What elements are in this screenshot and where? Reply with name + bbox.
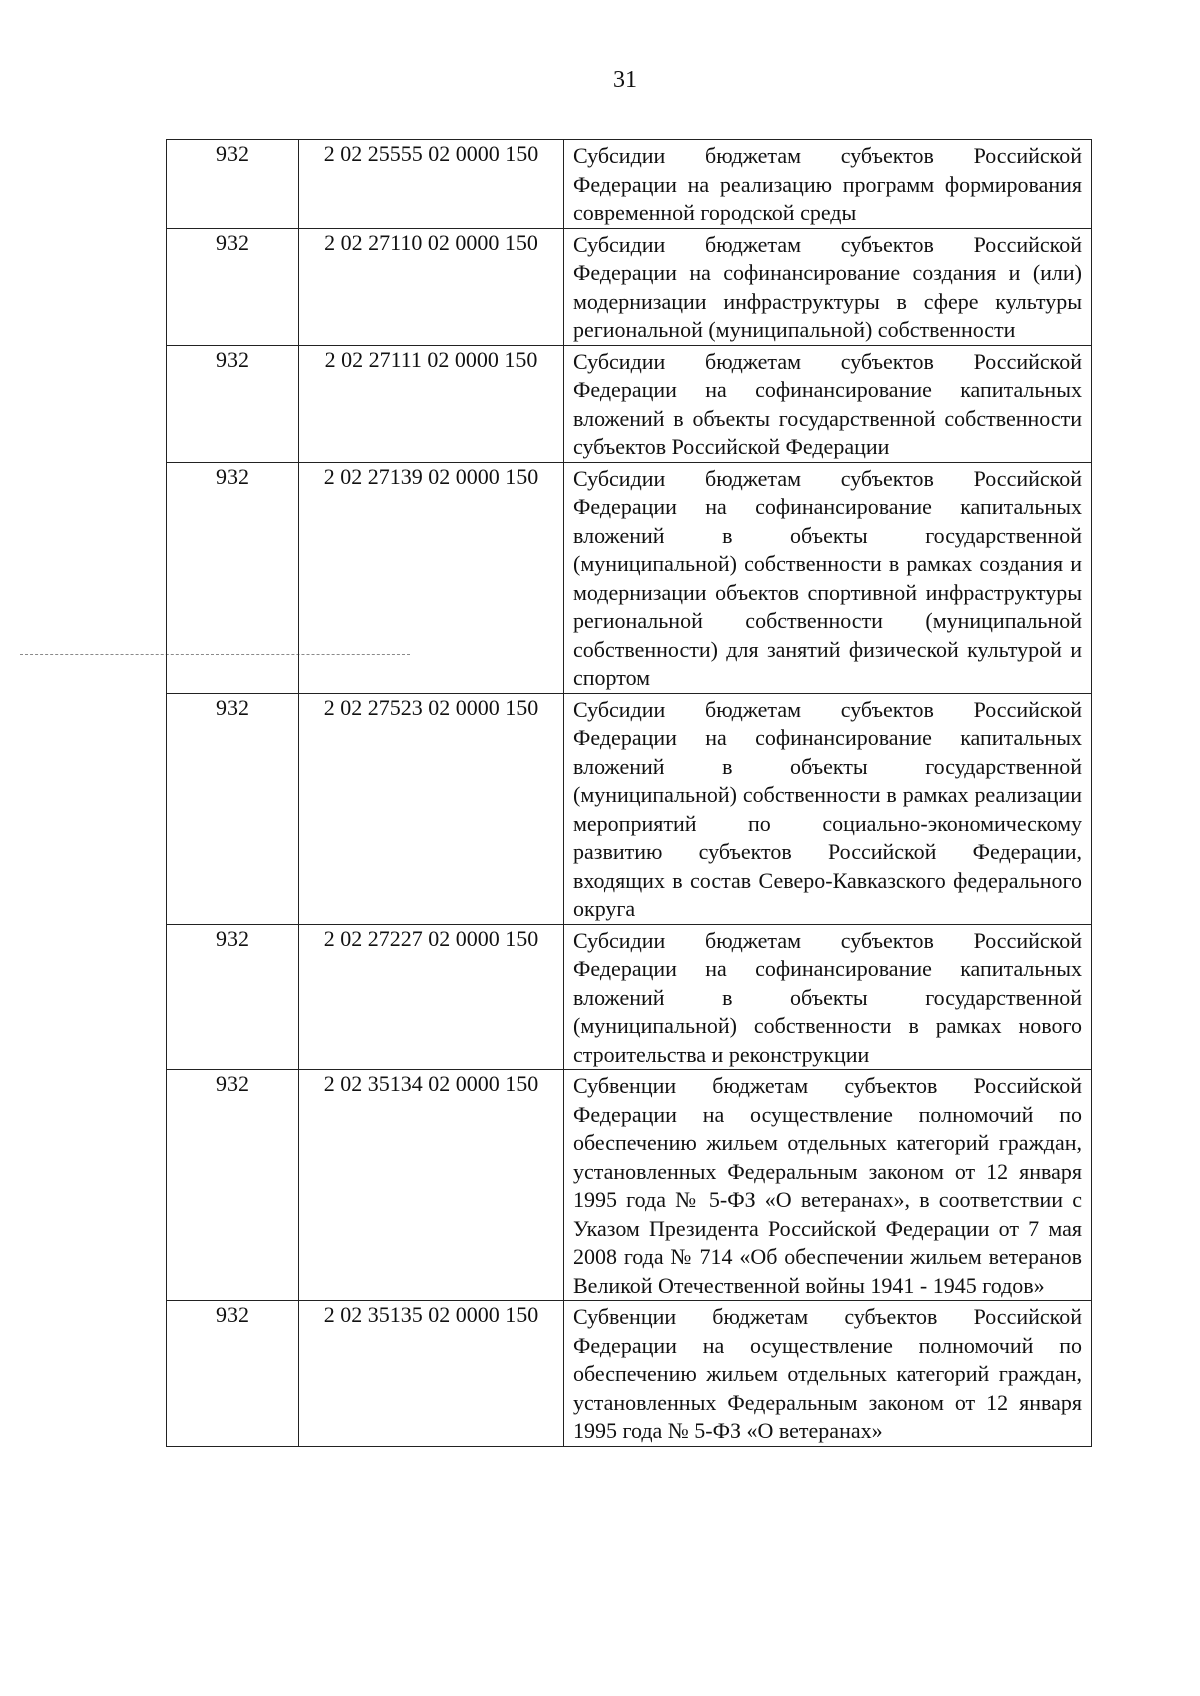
table-body: [167, 140, 1092, 1447]
revenue-name-text: Субсидии бюджетам субъектов Российской Федерации на софинансирование капитальных вложений в объекты государственной собственности субъектов Российской Федерации: [573, 348, 1082, 459]
budget-classification-table: [166, 139, 1092, 1447]
kbk-code-cell: 2 02 27111 02 0000 150: [299, 345, 564, 462]
revenue-name-text: Субсидии бюджетам субъектов Российской Федерации на софинансирование создания и (или) модернизации инфраструктуры в сфере культуры региональной (муниципальной) собственности: [573, 231, 1082, 342]
table-row: [167, 462, 1092, 693]
admin-code-cell: 932: [167, 345, 299, 462]
revenue-name-cell: [564, 228, 1092, 345]
revenue-name-text: Субсидии бюджетам субъектов Российской Федерации на реализацию программ формирования современной городской среды: [573, 143, 1082, 225]
revenue-name-cell: [564, 693, 1092, 924]
revenue-name-cell: [564, 1070, 1092, 1301]
admin-code-cell: 932: [167, 140, 299, 229]
page-number: 31: [613, 67, 637, 93]
revenue-name-text: Субвенции бюджетам субъектов Российской Федерации на осуществление полномочий по обеспечению жильем отдельных категорий граждан, установленных Федеральным законом от 12 января 1995 года № 5-ФЗ «О ветеранах», в соответствии с Указом Президента Российской Федерации от 7 мая 2008 года № 714 «Об обеспечении жильем ветеранов Великой Отечественной войны 1941 - 1945 годов»: [573, 1073, 1082, 1298]
admin-code-cell: 932: [167, 924, 299, 1070]
revenue-name-cell: [564, 462, 1092, 693]
revenue-name-cell: [564, 924, 1092, 1070]
kbk-code-cell: 2 02 35135 02 0000 150: [299, 1301, 564, 1447]
admin-code-cell: 932: [167, 693, 299, 924]
revenue-name-cell: [564, 140, 1092, 229]
admin-code-cell: 932: [167, 462, 299, 693]
table-row: [167, 1301, 1092, 1447]
revenue-name-text: Субвенции бюджетам субъектов Российской Федерации на осуществление полномочий по обеспечению жильем отдельных категорий граждан, установленных Федеральным законом от 12 января 1995 года № 5-ФЗ «О ветеранах»: [573, 1304, 1082, 1443]
table-row: [167, 228, 1092, 345]
revenue-name-cell: [564, 345, 1092, 462]
table-row: [167, 140, 1092, 229]
table-row: [167, 924, 1092, 1070]
kbk-code-cell: 2 02 27139 02 0000 150: [299, 462, 564, 693]
admin-code-cell: 932: [167, 1070, 299, 1301]
admin-code-cell: 932: [167, 228, 299, 345]
revenue-name-cell: [564, 1301, 1092, 1447]
table-row: [167, 693, 1092, 924]
revenue-name-text: Субсидии бюджетам субъектов Российской Федерации на софинансирование капитальных вложений в объекты государственной (муниципальной) собственности в рамках нового строительства и реконструкции: [573, 927, 1082, 1067]
kbk-code-cell: 2 02 25555 02 0000 150: [299, 140, 564, 229]
kbk-code-cell: 2 02 27227 02 0000 150: [299, 924, 564, 1070]
table-row: [167, 1070, 1092, 1301]
table-row: [167, 345, 1092, 462]
kbk-code-cell: 2 02 35134 02 0000 150: [299, 1070, 564, 1301]
admin-code-cell: 932: [167, 1301, 299, 1447]
revenue-name-text: Субсидии бюджетам субъектов Российской Федерации на софинансирование капитальных вложений в объекты государственной (муниципальной) собственности в рамках создания и модернизации объектов спортивной инфраструктуры региональной собственности (муниципальной собственности) для занятий физической культурой и спортом: [573, 465, 1082, 690]
kbk-code-cell: 2 02 27110 02 0000 150: [299, 228, 564, 345]
revenue-name-text: Субсидии бюджетам субъектов Российской Федерации на софинансирование капитальных вложений в объекты государственной (муниципальной) собственности в рамках реализации мероприятий по социально-экономическому развитию субъектов Российской Федерации, входящих в состав Северо-Кавказского федерального округа: [573, 696, 1082, 921]
kbk-code-cell: 2 02 27523 02 0000 150: [299, 693, 564, 924]
